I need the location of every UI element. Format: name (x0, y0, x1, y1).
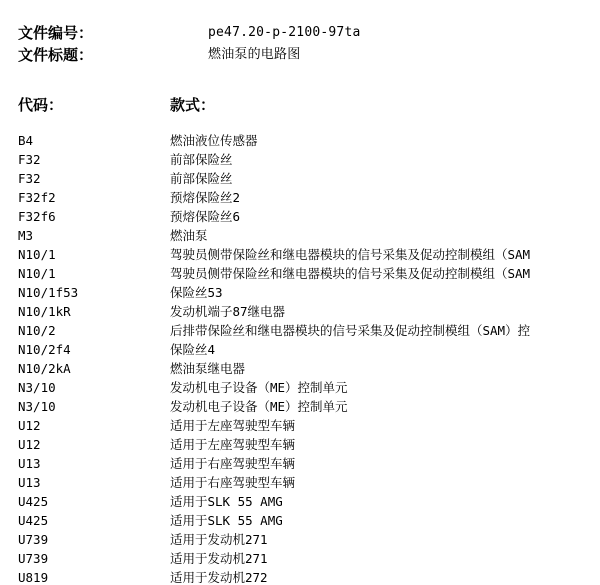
component-style: 适用于发动机271 (170, 532, 268, 547)
component-style: 预熔保险丝6 (170, 209, 241, 224)
list-item (0, 340, 600, 359)
component-code: F32f6 (18, 209, 56, 224)
list-item (0, 549, 600, 568)
list-item (0, 169, 600, 188)
component-style: 适用于SLK 55 AMG (170, 494, 283, 509)
component-code: U425 (18, 513, 49, 528)
component-style: 发动机端子87继电器 (170, 304, 286, 319)
list-item (0, 378, 600, 397)
component-style: 后排带保险丝和继电器模块的信号采集及促动控制模组（SAM）控 (170, 323, 531, 338)
component-code: N10/2f4 (18, 342, 71, 357)
doc-number-label: 文件编号： (18, 24, 94, 42)
list-item (0, 511, 600, 530)
component-code: U12 (18, 418, 41, 433)
component-style: 预熔保险丝2 (170, 190, 241, 205)
code-column-header: 代码： (18, 96, 64, 114)
component-code: N10/2 (18, 323, 56, 338)
component-code: N3/10 (18, 380, 56, 395)
list-item (0, 150, 600, 169)
list-item (0, 188, 600, 207)
component-code: F32f2 (18, 190, 56, 205)
list-item (0, 530, 600, 549)
list-item (0, 321, 600, 340)
component-style: 前部保险丝 (170, 152, 233, 167)
component-code: U12 (18, 437, 41, 452)
component-code: U425 (18, 494, 49, 509)
style-column-header: 款式： (170, 96, 216, 114)
component-style: 适用于左座驾驶型车辆 (170, 418, 296, 433)
component-code: U819 (18, 570, 49, 585)
list-item (0, 454, 600, 473)
list-item (0, 283, 600, 302)
component-code: B4 (18, 133, 34, 148)
component-code: M3 (18, 228, 34, 243)
list-item (0, 245, 600, 264)
component-code: U13 (18, 475, 41, 490)
component-style: 驾驶员侧带保险丝和继电器模块的信号采集及促动控制模组（SAM (170, 266, 531, 281)
component-style: 保险丝53 (170, 285, 223, 300)
component-style: 适用于SLK 55 AMG (170, 513, 283, 528)
list-item (0, 473, 600, 492)
component-style: 适用于左座驾驶型车辆 (170, 437, 296, 452)
component-style: 保险丝4 (170, 342, 216, 357)
component-style: 燃油液位传感器 (170, 133, 258, 148)
list-item (0, 302, 600, 321)
component-code: U739 (18, 551, 49, 566)
component-style: 驾驶员侧带保险丝和继电器模块的信号采集及促动控制模组（SAM (170, 247, 531, 262)
component-code: N10/2kA (18, 361, 71, 376)
doc-number-value: pe47.20-p-2100-97ta (208, 25, 361, 40)
component-code: F32 (18, 152, 41, 167)
list-item (0, 131, 600, 150)
component-style: 发动机电子设备（ME）控制单元 (170, 380, 348, 395)
list-item (0, 435, 600, 454)
component-code: N10/1f53 (18, 285, 79, 300)
component-code: U13 (18, 456, 41, 471)
component-style: 适用于发动机272 (170, 570, 268, 585)
list-item (0, 416, 600, 435)
component-style: 发动机电子设备（ME）控制单元 (170, 399, 348, 414)
component-code: F32 (18, 171, 41, 186)
component-code: N10/1kR (18, 304, 71, 319)
list-item (0, 492, 600, 511)
component-style: 燃油泵继电器 (170, 361, 246, 376)
component-style: 燃油泵 (170, 228, 208, 243)
list-item (0, 226, 600, 245)
component-code: N3/10 (18, 399, 56, 414)
component-code: N10/1 (18, 266, 56, 281)
component-style: 前部保险丝 (170, 171, 233, 186)
list-item (0, 568, 600, 585)
list-item (0, 359, 600, 378)
list-item (0, 264, 600, 283)
component-code: N10/1 (18, 247, 56, 262)
component-style: 适用于右座驾驶型车辆 (170, 475, 296, 490)
doc-title-label: 文件标题： (18, 46, 94, 64)
component-style: 适用于发动机271 (170, 551, 268, 566)
doc-title-value: 燃油泵的电路图 (208, 47, 301, 62)
list-item (0, 207, 600, 226)
component-list (0, 131, 600, 585)
component-code: U739 (18, 532, 49, 547)
component-style: 适用于右座驾驶型车辆 (170, 456, 296, 471)
list-item (0, 397, 600, 416)
